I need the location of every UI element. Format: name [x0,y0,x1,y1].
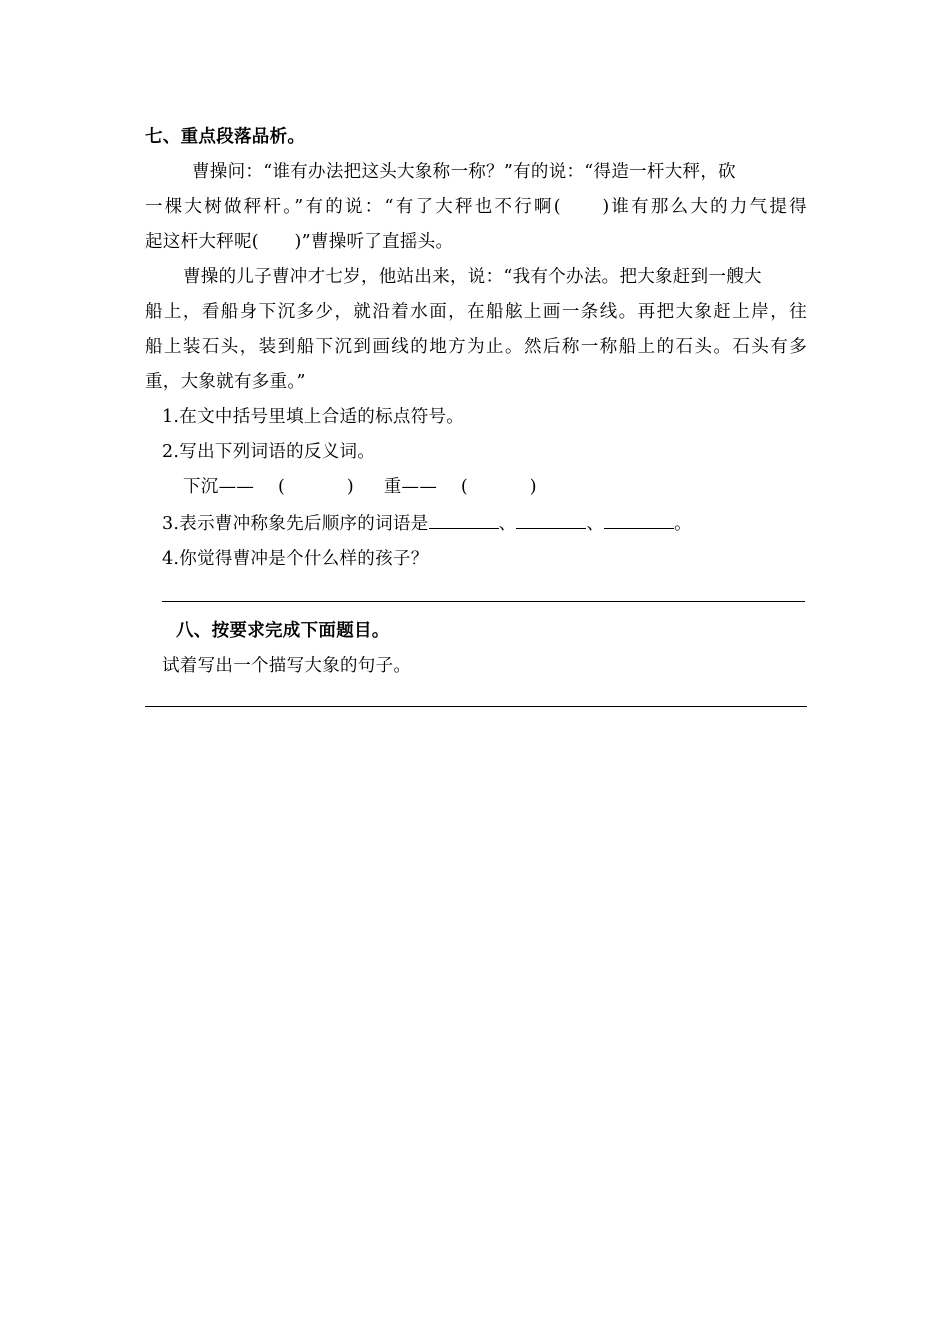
order-end: 。 [674,514,692,534]
answer-line-section8[interactable] [145,706,807,707]
question-3-text: 3.表示曹冲称象先后顺序的词语是 [162,514,429,534]
paragraph1-line3: 起这杆大秤呢( )”曹操听了直摇头。 [145,232,454,252]
antonym-word-1: 下沉—— [183,477,255,497]
paragraph1-line1: 曹操问：“谁有办法把这头大象称一称？”有的说：“得造一杆大秤，砍 [192,162,736,182]
order-blank-2[interactable] [516,514,586,529]
question-4: 4.你觉得曹冲是个什么样的孩子？ [162,549,429,569]
answer-line-question-4[interactable] [162,601,805,602]
paragraph2-line2: 船上，看船身下沉多少，就沿着水面，在船舷上画一条线。再把大象赶上岸，往 [145,302,807,322]
order-blank-1[interactable] [429,514,499,529]
paragraph1-line2: 一棵大树做秤杆。”有的说：“有了大秤也不行啊( )谁有那么大的力气提得 [145,197,807,217]
question-2: 2.写出下列词语的反义词。 [162,442,376,462]
section7-heading: 七、重点段落品析。 [145,127,306,147]
antonym-row [183,475,537,499]
order-separator-1: 、 [498,514,517,534]
antonym-paren-open-1: ( [277,477,286,497]
paragraph2-line4: 重，大象就有多重。” [145,372,306,392]
paragraph2-line3: 船上装石头，装到船下沉到画线的地方为止。然后称一称船上的石头。石头有多 [145,337,807,357]
section8-heading: 八、按要求完成下面题目。 [176,621,390,641]
antonym-paren-close-2: ) [529,477,537,497]
question-1: 1.在文中括号里填上合适的标点符号。 [162,407,465,427]
antonym-paren-close-1: ) [346,477,354,497]
question-3 [162,512,692,536]
antonym-paren-open-2: ( [460,477,469,497]
section8-prompt: 试着写出一个描写大象的句子。 [162,656,412,676]
paragraph2-line1: 曹操的儿子曹冲才七岁，他站出来，说：“我有个办法。把大象赶到一艘大 [183,267,762,287]
order-separator-2: 、 [586,514,605,534]
order-blank-3[interactable] [604,514,674,529]
antonym-word-2: 重—— [383,477,438,497]
